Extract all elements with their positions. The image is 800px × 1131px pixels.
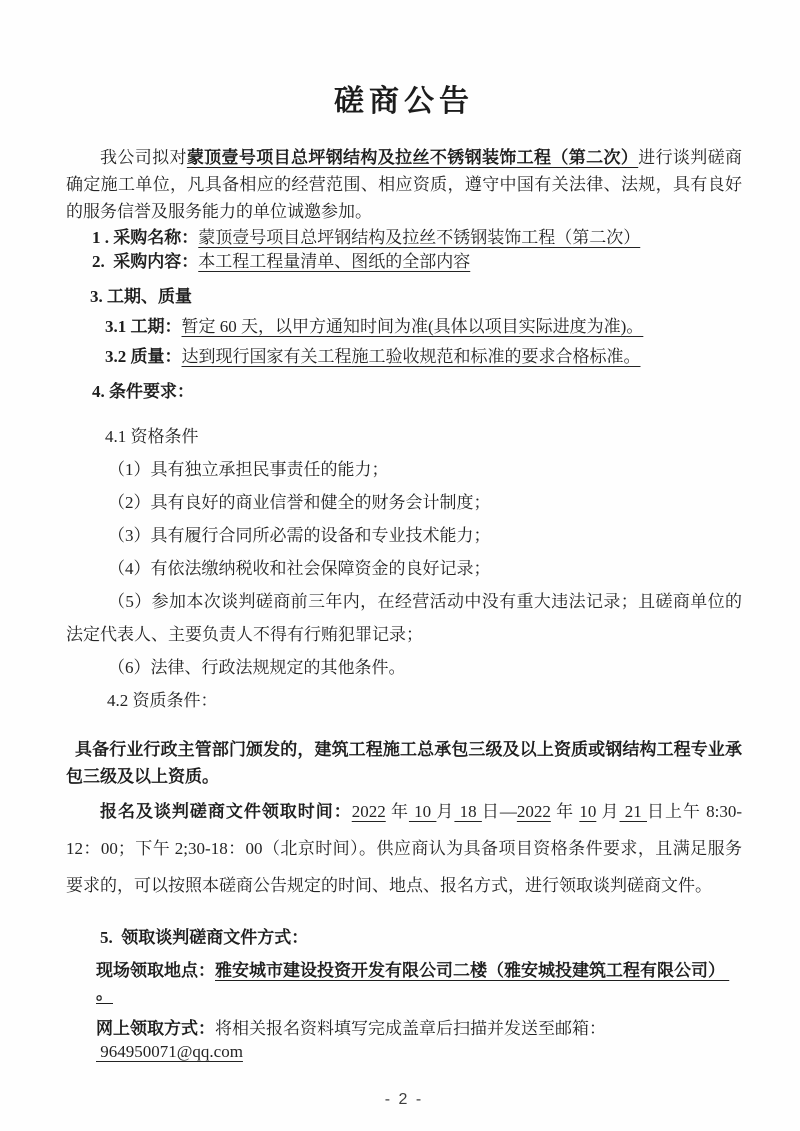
procurement-content-value: 本工程工程量清单、图纸的全部内容: [198, 252, 471, 271]
procurement-name-value: 蒙顶壹号项目总坪钢结构及拉丝不锈钢装饰工程（第二次）: [198, 228, 641, 247]
registration-paragraph: [66, 793, 742, 904]
intro-paragraph: [66, 144, 742, 225]
intro-lead: 我公司拟对: [100, 148, 187, 167]
onsite-pickup-label: 现场领取地点：: [96, 961, 215, 980]
registration-sep5: 月: [596, 802, 620, 821]
registration-year2: 2022: [516, 802, 551, 821]
registration-month1: 10: [408, 802, 437, 821]
condition-4: （4）有依法缴纳税收和社会保障资金的良好记录；: [108, 559, 491, 578]
registration-sep1: 年: [385, 802, 409, 821]
online-pickup-text: 将相关报名资料填写完成盖章后扫描并发送至邮箱：: [215, 1019, 606, 1038]
registration-year1: 2022: [351, 802, 386, 821]
online-pickup-email: 964950071@qq.com: [96, 1042, 243, 1061]
registration-label: 报名及谈判磋商文件领取时间：: [100, 802, 352, 821]
collection-heading: 5. 领取谈判磋商文件方式：: [100, 928, 309, 947]
online-pickup-label: 网上领取方式：: [96, 1019, 215, 1038]
condition-2: （2）具有良好的商业信誉和健全的财务会计制度；: [108, 493, 491, 512]
condition-3: （3）具有履行合同所必需的设备和专业技术能力；: [108, 526, 491, 545]
schedule-heading: 3. 工期、质量: [90, 287, 192, 306]
page-number: - 2 -: [384, 1091, 424, 1108]
duration-row: [105, 315, 742, 338]
intro-rest: 进行谈判磋商确定施工单位，凡具备相应的经营范围、相应资质，遵守中国有关法律、法规，具有良好的服务信誉及服务能力的单位诚邀参加。: [66, 148, 743, 221]
procurement-name-label: 1 . 采购名称：: [92, 228, 199, 247]
credential-paragraph: 具备行业行政主管部门颁发的，建筑工程施工总承包三级及以上资质或钢结构工程专业承包三级及以上资质。: [66, 740, 742, 786]
registration-sep2: 月: [436, 802, 455, 821]
procurement-content-label: 2. 采购内容：: [92, 252, 199, 271]
registration-month2: 10: [579, 802, 597, 821]
quality-value: 达到现行国家有关工程施工验收规范和标准的要求合格标准。: [181, 347, 641, 366]
duration-label: 3.1 工期：: [105, 317, 182, 336]
condition-5: （5）参加本次谈判磋商前三年内，在经营活动中没有重大违法记录；且磋商单位的法定代表人、主要负责人不得有行贿犯罪记录；: [66, 592, 742, 644]
page-title: 磋商公告: [334, 85, 474, 118]
registration-tail: 日上午 8:30-12：00；下午 2;30-18：00（北京时间）。供应商认为具备项目资格条件要求，且满足服务要求的，可以按照本磋商公告规定的时间、地点、报名方式，进行领取谈判磋商文件。: [66, 802, 743, 895]
registration-day1: 18: [454, 802, 482, 821]
onsite-pickup-value: 雅安城市建设投资开发有限公司二楼（雅安城投建筑工程有限公司） 。: [96, 961, 730, 1003]
duration-value: 暂定 60 天，以甲方通知时间为准(具体以项目实际进度为准)。: [181, 317, 644, 336]
quality-row: [105, 345, 742, 368]
procurement-name-row: [92, 226, 742, 249]
condition-1: （1）具有独立承担民事责任的能力；: [108, 460, 389, 479]
credential-heading: 4.2 资质条件：: [107, 691, 218, 710]
registration-day2: 21: [619, 802, 647, 821]
qualification-heading: 4.1 资格条件: [105, 427, 199, 446]
requirements-heading: 4. 条件要求：: [92, 382, 194, 401]
condition-6: （6）法律、行政法规规定的其他条件。: [108, 658, 406, 677]
online-pickup-row: [96, 1017, 742, 1063]
registration-sep4: 年: [550, 802, 580, 821]
quality-label: 3.2 质量：: [105, 347, 182, 366]
onsite-pickup-row: [96, 959, 742, 1005]
intro-project-name: 蒙顶壹号项目总坪钢结构及拉丝不锈钢装饰工程（第二次）: [186, 148, 639, 167]
procurement-content-row: [92, 250, 742, 273]
registration-sep3: 日—: [481, 802, 517, 821]
